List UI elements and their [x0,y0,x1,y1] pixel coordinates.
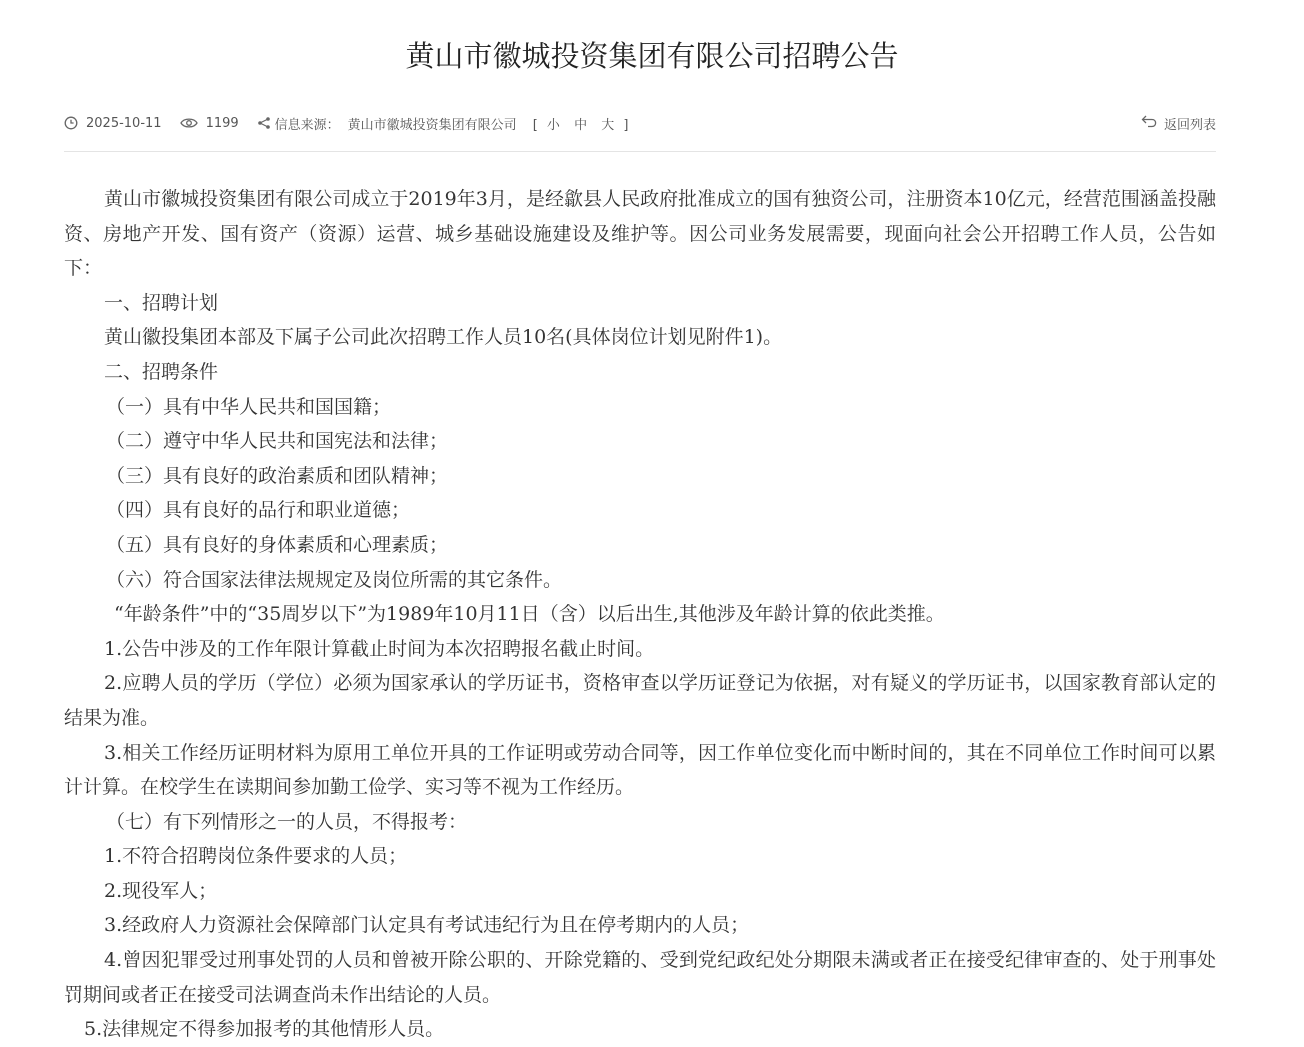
source-name: 黄山市徽城投资集团有限公司 [347,117,517,133]
condition-item: （四）具有良好的品行和职业道德； [106,499,411,522]
share-icon [257,116,271,130]
section-heading: 二、招聘条件 [104,360,219,383]
condition-item: （三）具有良好的政治素质和团队精神； [106,464,449,487]
publish-date [64,111,162,135]
font-bracket-open: [ [532,117,538,133]
font-large-button[interactable]: 大 [601,117,615,133]
font-bracket-close: ] [623,117,629,133]
intro-paragraph: 黄山市徽城投资集团有限公司成立于2019年3月，是经歙县人民政府批准成立的国有独资公司，注册资本10亿元，经营范围涵盖投融资、房地产开发、国有资产（资源）运营、城乡基础设施建设及维护等。因公司业务发展需要，现面向社会公开招聘工作人员，公告如下： [64,188,1216,280]
section-heading: 一、招聘计划 [104,291,219,314]
condition-item: （七）有下列情形之一的人员，不得报考： [106,810,468,833]
source-label: 信息来源： [274,117,340,133]
body-paragraph: 黄山徽投集团本部及下属子公司此次招聘工作人员10名(具体岗位计划见附件1)。 [104,326,783,349]
font-small-button[interactable]: 小 [546,117,560,133]
numbered-item: 2.现役军人； [104,879,218,902]
numbered-item: 1.公告中涉及的工作年限计算截止时间为本次招聘报名截止时间。 [104,637,655,660]
condition-item: （五）具有良好的身体素质和心理素质； [106,533,449,556]
numbered-item: 3.相关工作经历证明材料为原用工单位开具的工作证明或劳动合同等，因工作单位变化而中断时间的，其在不同单位工作时间可以累计计算。在校学生在读期间参加勤工俭学、实习等不视为工作经历。 [64,741,1216,799]
back-label: 返回列表 [1163,117,1216,133]
clock-icon [64,116,78,130]
article-meta [64,111,1216,135]
font-size-control [533,114,629,133]
numbered-item: 5.法律规定不得参加报考的其他情形人员。 [84,1018,445,1041]
meta-left [64,111,628,135]
back-to-list-link[interactable] [1141,114,1216,133]
condition-item: （二）遵守中华人民共和国宪法和法律； [106,430,449,453]
numbered-item: 2.应聘人员的学历（学位）必须为国家承认的学历证书，资格审查以学历证登记为依据，对有疑义的学历证书，以国家教育部认定的结果为准。 [64,672,1216,729]
condition-item: （一）具有中华人民共和国国籍； [106,395,392,418]
font-medium-button[interactable]: 中 [574,117,588,133]
date-text: 2025-10-11 [86,115,162,131]
article-body [64,182,1216,1047]
condition-item: （六）符合国家法律法规规定及岗位所需的其它条件。 [106,568,563,591]
meta-right [1141,111,1216,135]
age-note: “年龄条件”中的“35周岁以下”为1989年10月11日（含）以后出生,其他涉及年龄计算的依此类推。 [114,603,945,626]
numbered-item: 4.曾因犯罪受过刑事处罚的人员和曾被开除公职的、开除党籍的、受到党纪政纪处分期限未满或者正在接受纪律审查的、处于刑事处罚期间或者正在接受司法调查尚未作出结论的人员。 [64,949,1216,1006]
eye-icon [180,117,198,129]
meta-divider [64,151,1216,152]
views-text: 1199 [205,115,239,131]
page-title: 黄山市徽城投资集团有限公司招聘公告 [405,39,899,73]
view-count [180,111,239,135]
numbered-item: 3.经政府人力资源社会保障部门认定具有考试违纪行为且在停考期内的人员； [104,914,750,937]
source-info [257,111,517,135]
return-arrow-icon [1141,115,1157,132]
numbered-item: 1.不符合招聘岗位条件要求的人员； [104,845,408,868]
